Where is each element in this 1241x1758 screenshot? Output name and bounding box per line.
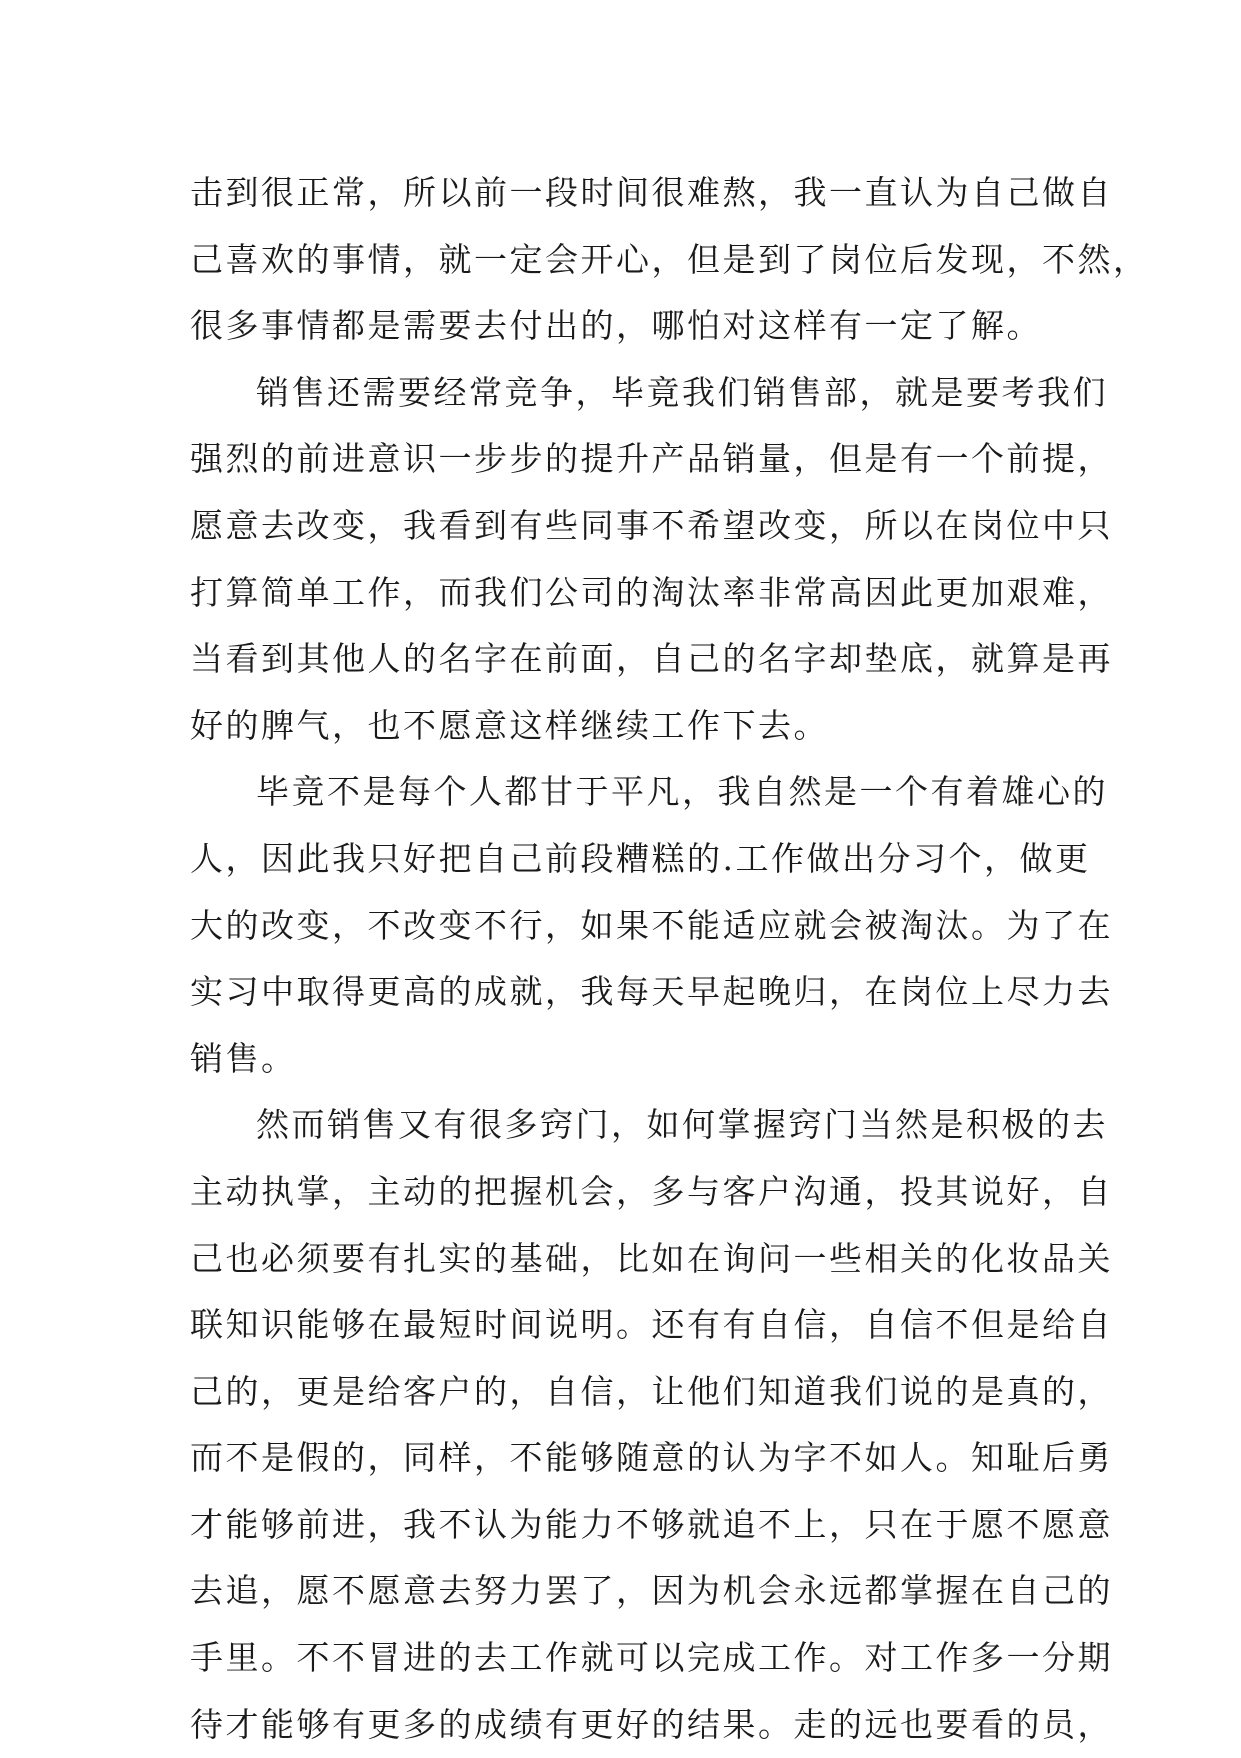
document-body xyxy=(190,160,1149,1758)
paragraph-first-line: 销售还需要经常竞争，毕竟我们销售部，就是要考我们 xyxy=(256,372,1108,412)
text-line: 联知识能够在最短时间说明。还有有自信，自信不但是给自 xyxy=(190,1305,1113,1345)
text-line: 强烈的前进意识一步步的提升产品销量，但是有一个前提， xyxy=(190,439,1113,479)
text-line: 己喜欢的事情，就一定会开心，但是到了岗位后发现，不然， xyxy=(190,239,1149,279)
text-line: 击到很正常，所以前一段时间很难熬，我一直认为自己做自 xyxy=(190,173,1113,212)
text-line: 销售。 xyxy=(190,1038,297,1078)
text-line: 待才能够有更多的成绩有更好的结果。走的远也要看的员， xyxy=(190,1704,1113,1744)
text-line: 手里。不不冒进的去工作就可以完成工作。对工作多一分期 xyxy=(190,1638,1113,1678)
text-line: 当看到其他人的名字在前面，自己的名字却垫底，就算是再 xyxy=(190,639,1113,679)
text-line: 实习中取得更高的成就，我每天早起晚归，在岗位上尽力去 xyxy=(190,972,1113,1012)
text-line: 人，因此我只好把自己前段糟糕的.工作做出分习个，做更 xyxy=(190,838,1091,878)
text-line: 己也必须要有扎实的基础，比如在询问一些相关的化妆品关 xyxy=(190,1238,1113,1278)
paragraph-first-line: 毕竟不是每个人都甘于平凡，我自然是一个有着雄心的 xyxy=(256,772,1108,812)
text-line: 大的改变，不改变不行，如果不能适应就会被淘汰。为了在 xyxy=(190,905,1113,945)
text-line: 愿意去改变，我看到有些同事不希望改变，所以在岗位中只 xyxy=(190,505,1113,545)
text-line: 好的脾气，也不愿意这样继续工作下去。 xyxy=(190,705,829,745)
text-line: 去追，愿不愿意去努力罢了，因为机会永远都掌握在自己的 xyxy=(190,1571,1113,1611)
text-line: 很多事情都是需要去付出的，哪怕对这样有一定了解。 xyxy=(190,306,1042,346)
text-line: 打算简单工作，而我们公司的淘汰率非常高因此更加艰难， xyxy=(190,572,1113,612)
paragraph-first-line: 然而销售又有很多窍门，如何掌握窍门当然是积极的去 xyxy=(256,1105,1108,1145)
text-line: 才能够前进，我不认为能力不够就追不上，只在于愿不愿意 xyxy=(190,1504,1113,1544)
text-line: 主动执掌，主动的把握机会，多与客户沟通，投其说好，自 xyxy=(190,1171,1113,1211)
text-line: 己的，更是给客户的，自信，让他们知道我们说的是真的， xyxy=(190,1371,1113,1411)
text-line: 而不是假的，同样，不能够随意的认为字不如人。知耻后勇 xyxy=(190,1438,1113,1478)
